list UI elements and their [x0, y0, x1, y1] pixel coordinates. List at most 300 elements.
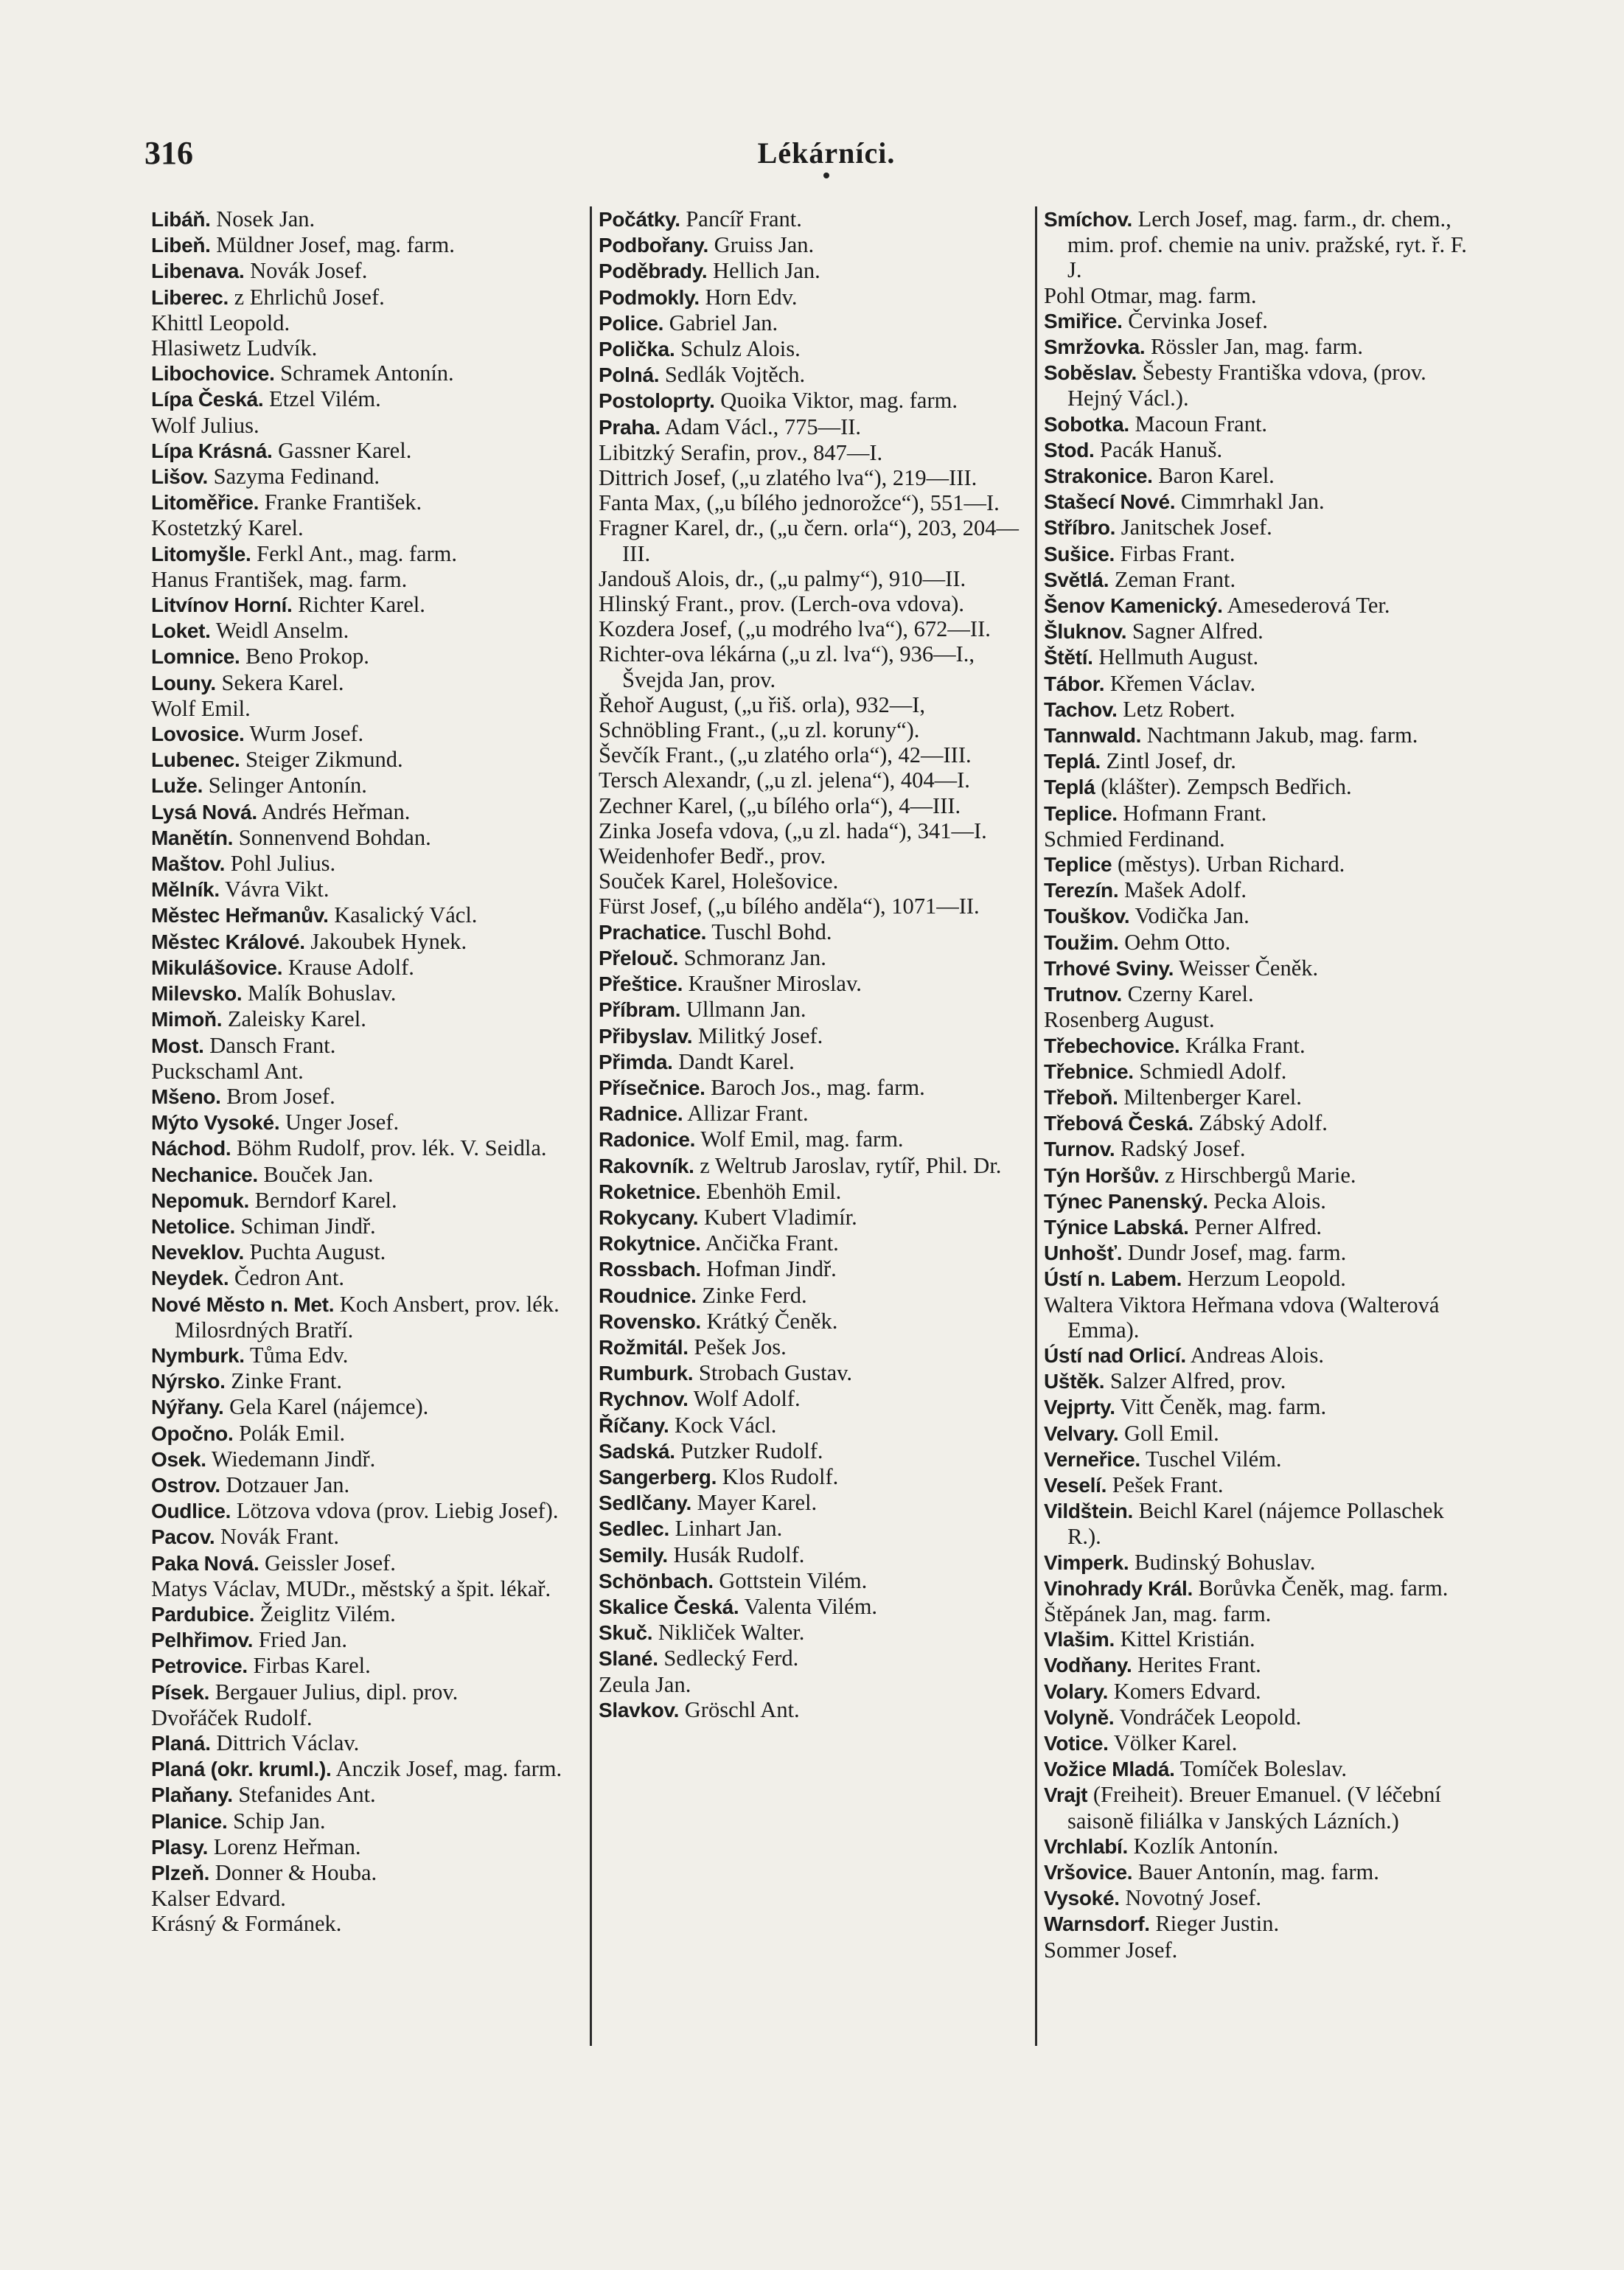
directory-entry [1044, 489, 1479, 515]
directory-entry [151, 825, 586, 851]
place-name: Louny. [151, 671, 216, 694]
directory-entry [1044, 619, 1479, 644]
directory-entry [599, 997, 1034, 1023]
pharmacist-name: Zeula Jan. [599, 1671, 691, 1697]
pharmacist-name: Unger Josef. [285, 1110, 400, 1135]
directory-entry [151, 1084, 586, 1110]
place-name: Třeboň. [1044, 1085, 1118, 1109]
pharmacist-name: Tuschl Bohd. [711, 919, 832, 944]
directory-entry [1044, 463, 1479, 489]
page-title: Lékárníci. [757, 136, 896, 170]
pharmacist-name: Hellmuth August. [1098, 644, 1259, 670]
directory-entry [1044, 1059, 1479, 1084]
pharmacist-name: Hlasiwetz Ludvík. [151, 335, 318, 361]
directory-entry [151, 1188, 586, 1214]
place-name: Stod. [1044, 438, 1095, 462]
pharmacist-name: Gröschl Ant. [684, 1696, 800, 1722]
directory-entry [1044, 1576, 1479, 1626]
pharmacist-name: Komers Edvard. [1113, 1678, 1261, 1704]
directory-entry [1044, 801, 1479, 852]
place-name: Uštěk. [1044, 1370, 1105, 1393]
directory-entry [151, 799, 586, 825]
place-name: Smržovka. [1044, 335, 1146, 359]
pharmacist-name: Tersch Alexandr, („u zl. jelena“), 404—I. [599, 767, 970, 793]
pharmacist-name: Etzel Vilém. [268, 386, 381, 412]
pharmacist-name: Žeiglitz Vilém. [259, 1601, 396, 1626]
place-name: Warnsdorf. [1044, 1912, 1150, 1936]
pharmacist-name: Štěpánek Jan, mag. farm. [1044, 1601, 1272, 1626]
directory-entry [599, 258, 1034, 284]
pharmacist-name: Weisser Čeněk. [1179, 955, 1319, 981]
header-ornament [823, 173, 829, 178]
pharmacist-name: Kubert Vladimír. [703, 1204, 857, 1230]
directory-entry [599, 232, 1034, 258]
place-name: Terezín. [1044, 879, 1119, 902]
pharmacist-name: Krause Adolf. [287, 954, 414, 980]
directory-entry [1044, 644, 1479, 670]
pharmacist-name: Pešek Jos. [694, 1334, 787, 1359]
pharmacist-name: Sedlecký Ferd. [663, 1646, 799, 1671]
place-name: Lovosice. [151, 723, 245, 746]
pharmacist-name: Sekera Karel. [221, 669, 344, 695]
place-name: Pelhřimov. [151, 1629, 254, 1652]
place-name: Planice. [151, 1809, 228, 1833]
pharmacist-name: Steiger Zikmund. [245, 747, 403, 773]
directory-entry [1044, 1240, 1479, 1266]
place-name: Městec Králové. [151, 930, 305, 953]
pharmacist-name: (Freiheit). Breuer Emanuel. (V léčební saisonĕ filiálka v Janských Lázních.) [1067, 1782, 1441, 1834]
place-name: Plaňany. [151, 1783, 233, 1807]
place-name: Rožmitál. [599, 1335, 689, 1359]
directory-entry [599, 1360, 1034, 1386]
place-name: Roketnice. [599, 1180, 701, 1203]
place-name: Písek. [151, 1680, 210, 1704]
place-name: Litvínov Horní. [151, 593, 293, 617]
directory-entry [599, 206, 1034, 232]
directory-entry [599, 1542, 1034, 1568]
place-name: Nymburk. [151, 1343, 245, 1367]
pharmacist-name: Allizar Frant. [687, 1101, 809, 1127]
directory-entry [599, 310, 1034, 336]
directory-entry [151, 1498, 586, 1524]
place-name: Planá. [151, 1731, 211, 1755]
pharmacist-name: Rieger Justin. [1155, 1911, 1280, 1937]
pharmacist-name: Sommer Josef. [1044, 1937, 1178, 1963]
directory-entry [599, 1256, 1034, 1282]
place-name: Praha. [599, 415, 661, 439]
pharmacist-name: Nachtmann Jakub, mag. farm. [1146, 723, 1418, 748]
directory-entry [1044, 1756, 1479, 1782]
place-name: Nepomuk. [151, 1188, 249, 1212]
place-name: Neveklov. [151, 1241, 244, 1264]
place-name: Přibyslav. [599, 1024, 693, 1048]
place-name: Lomnice. [151, 645, 240, 669]
pharmacist-name: Ebenhöh Emil. [706, 1178, 842, 1204]
pharmacist-name: Amesederová Ter. [1227, 593, 1390, 619]
pharmacist-name: (klášter). Zempsch Bedřich. [1101, 774, 1352, 800]
pharmacist-name: Goll Emil. [1124, 1420, 1219, 1446]
directory-entry [151, 361, 586, 386]
directory-entry [599, 1620, 1034, 1646]
place-name: Šenov Kamenický. [1044, 594, 1223, 618]
place-name: Trutnov. [1044, 983, 1122, 1006]
place-name: Vejprty. [1044, 1396, 1115, 1419]
pharmacist-name: Baroch Jos., mag. farm. [711, 1074, 925, 1100]
place-name: Poděbrady. [599, 260, 708, 283]
pharmacist-name: Bouček Jan. [263, 1161, 374, 1187]
directory-entry [599, 1075, 1034, 1101]
place-name: Tannwald. [1044, 724, 1142, 748]
directory-entry [151, 721, 586, 747]
pharmacist-name: Linhart Jan. [675, 1516, 783, 1542]
place-name: Maštov. [151, 852, 226, 876]
pharmacist-name: Gottstein Vilém. [719, 1567, 868, 1593]
pharmacist-name: Perner Alfred. [1194, 1214, 1322, 1239]
place-name: Šluknov. [1044, 620, 1127, 644]
directory-entry [151, 1782, 586, 1808]
directory-entry [1044, 1859, 1479, 1885]
pharmacist-name: Selinger Antonín. [208, 773, 367, 798]
directory-entry [599, 1386, 1034, 1412]
pharmacist-name: Pohl Otmar, mag. farm. [1044, 282, 1257, 308]
place-name: Votice. [1044, 1731, 1109, 1755]
directory-entry [599, 414, 1034, 919]
place-name: Příbram. [599, 998, 681, 1022]
directory-entry [151, 1368, 586, 1394]
place-name: Ústí n. Labem. [1044, 1267, 1182, 1291]
place-name: Smiřice. [1044, 309, 1123, 333]
pharmacist-name: Puchta August. [249, 1239, 386, 1265]
pharmacist-name: Firbas Frant. [1120, 540, 1236, 566]
directory-entry [151, 1601, 586, 1627]
pharmacist-name: Budinský Bohuslav. [1135, 1549, 1316, 1575]
place-name: Pardubice. [151, 1602, 255, 1626]
place-name: Sušice. [1044, 542, 1115, 565]
place-name: Smíchov. [1044, 208, 1133, 231]
place-name: Rossbach. [599, 1258, 701, 1281]
pharmacist-name: Beno Prokop. [245, 644, 369, 669]
column-divider [1035, 206, 1037, 2046]
directory-entry [151, 592, 586, 618]
place-name: Most. [151, 1034, 204, 1057]
directory-entry [151, 1730, 586, 1756]
directory-entry [1044, 1472, 1479, 1498]
directory-entry [151, 929, 586, 955]
place-name: Turnov. [1044, 1138, 1115, 1161]
pharmacist-name: Vitt Čeněk, mag. farm. [1120, 1394, 1327, 1420]
pharmacist-name: z Weltrub Jaroslav, rytíř, Phil. Dr. [700, 1152, 1002, 1178]
directory-entry [1044, 1911, 1479, 1962]
place-name: Skuč. [599, 1621, 653, 1645]
pharmacist-name: Jakoubek Hynek. [310, 928, 467, 954]
pharmacist-name: Bergauer Julius, dipl. prov. [215, 1679, 459, 1705]
pharmacist-name: Krátký Čeněk. [706, 1308, 838, 1334]
directory-entry [599, 1438, 1034, 1464]
directory-entry [151, 670, 586, 721]
directory-entry [599, 1283, 1034, 1309]
directory-entry [151, 258, 586, 284]
pharmacist-name: Andreas Alois. [1190, 1342, 1325, 1368]
pharmacist-name: Sazyma Fedinand. [213, 464, 380, 490]
pharmacist-name: Bauer Antonín, mag. farm. [1137, 1859, 1379, 1884]
directory-entry [599, 1179, 1034, 1205]
pharmacist-name: Müldner Josef, mag. farm. [216, 232, 455, 258]
pharmacist-name: Herzum Leopold. [1187, 1266, 1346, 1292]
directory-entry [151, 1135, 586, 1161]
pharmacist-name: Dvořáček Rudolf. [151, 1705, 313, 1730]
pharmacist-name: Malík Bohuslav. [247, 981, 397, 1006]
directory-entry [1044, 515, 1479, 540]
place-name: Litoměřice. [151, 491, 259, 515]
pharmacist-name: Dittrich Václav. [216, 1730, 360, 1755]
pharmacist-name: Schulz Alois. [680, 336, 801, 362]
directory-entry [599, 388, 1034, 414]
pharmacist-name: Anczik Josef, mag. farm. [335, 1756, 562, 1782]
place-name: Rumburk. [599, 1362, 694, 1385]
pharmacist-name: Janitschek Josef. [1121, 515, 1272, 540]
pharmacist-name: Dansch Frant. [209, 1032, 336, 1058]
pharmacist-name: Kittel Kristián. [1120, 1626, 1255, 1652]
directory-entry [151, 1110, 586, 1135]
directory-entry [151, 1834, 586, 1860]
place-name: Postoloprty. [599, 389, 715, 413]
pharmacist-name: Donner & Houba. [215, 1860, 377, 1885]
pharmacist-name: Pancíř Frant. [686, 206, 802, 231]
pharmacist-name: Krásný & Formánek. [151, 1911, 342, 1937]
place-name: Skalice Česká. [599, 1595, 739, 1618]
place-name: Mšeno. [151, 1084, 221, 1108]
place-name: Libenava. [151, 260, 245, 283]
directory-entry [151, 981, 586, 1006]
pharmacist-name: Hofmann Frant. [1123, 800, 1267, 826]
pharmacist-name: Schramek Antonín. [280, 361, 454, 386]
directory-entry [1044, 360, 1479, 411]
pharmacist-name: Mašek Adolf. [1123, 877, 1247, 903]
pharmacist-name: Kostetzký Karel. [151, 515, 304, 541]
place-name: Libochovice. [151, 362, 275, 386]
pharmacist-name: Wolf Emil. [151, 695, 251, 721]
directory-entry [151, 1006, 586, 1032]
directory-entry [1044, 877, 1479, 903]
directory-entry [599, 1153, 1034, 1179]
place-name: Prachatice. [599, 920, 707, 944]
place-name: Teplá. [1044, 750, 1101, 773]
pharmacist-name: Baron Karel. [1158, 463, 1275, 489]
directory-entry [599, 1464, 1034, 1490]
place-name: Rokycany. [599, 1205, 699, 1229]
pharmacist-name: Borůvka Čeněk, mag. farm. [1198, 1575, 1449, 1601]
directory-entry [1044, 1834, 1479, 1859]
place-name: Počátky. [599, 208, 680, 231]
place-name: Trhové Sviny. [1044, 956, 1174, 980]
place-name: Radnice. [599, 1102, 683, 1126]
directory-entry [599, 285, 1034, 310]
place-name: Slavkov. [599, 1698, 680, 1721]
directory-entry [599, 1101, 1034, 1127]
place-name: Náchod. [151, 1137, 231, 1160]
pharmacist-name: Fanta Max, („u bílého jednorožce“), 551—I. [599, 490, 1000, 516]
directory-entry [151, 1033, 586, 1084]
pharmacist-name: Schiman Jindř. [240, 1213, 376, 1239]
place-name: Osek. [151, 1447, 206, 1471]
pharmacist-name: Tomíček Boleslav. [1179, 1756, 1347, 1782]
place-name: Luže. [151, 774, 203, 798]
place-name: Netolice. [151, 1214, 236, 1238]
place-name: Přelouč. [599, 946, 679, 969]
pharmacist-name: Wolf Emil, mag. farm. [700, 1127, 904, 1152]
pharmacist-name: Řehoř August, („u řiš. orla), 932—I, [599, 692, 926, 717]
place-name: Sobotka. [1044, 412, 1129, 436]
pharmacist-name: Hlinský Frant., prov. (Lerch-ova vdova). [599, 591, 965, 617]
pharmacist-name: Dotzauer Jan. [226, 1472, 350, 1497]
place-name: Nýřany. [151, 1396, 224, 1419]
pharmacist-name: Sedlák Vojtěch. [664, 362, 806, 388]
directory-entry [1044, 1705, 1479, 1730]
place-name: Petrovice. [151, 1654, 248, 1678]
place-name: Semily. [599, 1543, 668, 1567]
pharmacist-name: Kock Václ. [675, 1412, 777, 1438]
place-name: Třebová Česká. [1044, 1112, 1193, 1135]
pharmacist-name: Wiedemann Jindř. [211, 1446, 376, 1472]
place-name: Radonice. [599, 1128, 696, 1152]
pharmacist-name: Putzker Rudolf. [680, 1438, 823, 1463]
place-name: Sadská. [599, 1439, 675, 1463]
directory-entry [1044, 593, 1479, 619]
pharmacist-name: Pecka Alois. [1213, 1188, 1326, 1214]
place-name: Vlašim. [1044, 1628, 1115, 1651]
place-name: Mimoň. [151, 1008, 223, 1031]
place-name: Teplice [1044, 853, 1112, 877]
place-name: Ostrov. [151, 1473, 220, 1497]
place-name: Mělník. [151, 878, 220, 902]
directory-entry [1044, 1421, 1479, 1446]
place-name: Městec Heřmanův. [151, 904, 329, 927]
pharmacist-name: Čedron Ant. [234, 1265, 345, 1291]
place-name: Rovensko. [599, 1309, 701, 1333]
directory-entry [599, 1127, 1034, 1152]
directory-entry [151, 490, 586, 540]
place-name: Tachov. [1044, 697, 1118, 721]
directory-entry [151, 1239, 586, 1265]
place-name: Stříbro. [1044, 516, 1116, 540]
pharmacist-name: Ullmann Jan. [686, 997, 806, 1023]
directory-entry [151, 1472, 586, 1498]
pharmacist-name: Cimmrhakl Jan. [1180, 489, 1325, 515]
directory-entry [1044, 1110, 1479, 1136]
directory-entry [1044, 1498, 1479, 1549]
place-name: Štětí. [1044, 646, 1093, 669]
pharmacist-name: Gabriel Jan. [669, 310, 778, 335]
place-name: Přimda. [599, 1050, 673, 1073]
directory-entry [151, 747, 586, 773]
pharmacist-name: Sagner Alfred. [1132, 619, 1264, 644]
directory-entry [599, 1516, 1034, 1542]
place-name: Týn Horšův. [1044, 1163, 1160, 1187]
place-name: Pacov. [151, 1525, 215, 1549]
directory-entry [1044, 1033, 1479, 1059]
pharmacist-name: Weidenhofer Bedř., prov. [599, 843, 826, 869]
place-name: Liberec. [151, 285, 229, 309]
place-name: Sedlec. [599, 1517, 669, 1541]
pharmacist-name: Sonnenvend Bohdan. [238, 824, 431, 850]
place-name: Týnec Panenský. [1044, 1189, 1208, 1213]
place-name: Opočno. [151, 1421, 234, 1445]
place-name: Týnice Labská. [1044, 1215, 1189, 1239]
place-name: Milevsko. [151, 982, 243, 1006]
place-name: Vrchlabí. [1044, 1834, 1129, 1858]
pharmacist-name: Dundr Josef, mag. farm. [1127, 1240, 1347, 1266]
place-name: Podbořany. [599, 234, 708, 257]
pharmacist-name: Tůma Edv. [249, 1342, 349, 1368]
place-name: Tábor. [1044, 672, 1105, 695]
pharmacist-name: Husák Rudolf. [673, 1542, 805, 1567]
place-name: Strakonice. [1044, 464, 1153, 488]
directory-entry [151, 1446, 586, 1472]
pharmacist-name: Radský Josef. [1121, 1136, 1246, 1162]
place-name: Oudlice. [151, 1500, 231, 1523]
pharmacist-name: Schmoranz Jan. [683, 944, 826, 970]
pharmacist-name: Vondráček Leopold. [1119, 1704, 1302, 1730]
pharmacist-name: Oehm Otto. [1124, 929, 1231, 955]
pharmacist-name: Jandouš Alois, dr., („u palmy“), 910—II. [599, 565, 966, 591]
place-name: Plzeň. [151, 1862, 210, 1884]
pharmacist-name: Miltenberger Karel. [1123, 1084, 1302, 1110]
directory-entry [151, 644, 586, 669]
directory-entry [599, 1646, 1034, 1696]
pharmacist-name: Kalser Edvard. [151, 1886, 286, 1912]
place-name: Nové Město n. Met. [151, 1292, 335, 1316]
directory-entry [1044, 308, 1479, 334]
pharmacist-name: Czerny Karel. [1127, 981, 1254, 1007]
pharmacist-name: Koch Ansbert, prov. lék. Milosrdných Bratří. [175, 1291, 560, 1343]
directory-entry [599, 1309, 1034, 1334]
pharmacist-name: Schmiedl Adolf. [1139, 1058, 1287, 1084]
directory-entry [599, 945, 1034, 971]
pharmacist-name: Libitzký Serafin, prov., 847—I. [599, 439, 883, 465]
place-name: Roudnice. [599, 1284, 697, 1307]
directory-entry [1044, 334, 1479, 360]
pharmacist-name: Kozlík Antonín. [1133, 1833, 1279, 1859]
directory-entry [599, 1490, 1034, 1516]
place-name: Veselí. [1044, 1473, 1107, 1497]
pharmacist-name: Puckschaml Ant. [151, 1058, 304, 1084]
pharmacist-name: Wolf Julius. [151, 412, 259, 438]
place-name: Vysoké. [1044, 1887, 1120, 1910]
place-name: Přeštice. [599, 972, 683, 996]
directory-entry [1044, 1136, 1479, 1162]
directory-entry [1044, 1163, 1479, 1188]
directory-entry [599, 336, 1034, 362]
place-name: Rakovník. [599, 1154, 694, 1177]
place-name: Ústí nad Orlicí. [1044, 1343, 1186, 1367]
pharmacist-name: Berndorf Karel. [254, 1187, 397, 1213]
directory-entry [151, 955, 586, 981]
pharmacist-name: Salzer Alfred, prov. [1109, 1368, 1286, 1394]
directory-entry [599, 1568, 1034, 1594]
directory-entry [599, 362, 1034, 388]
pharmacist-name: Lötzova vdova (prov. Liebig Josef). [236, 1498, 559, 1524]
pharmacist-name: Fragner Karel, dr., („u čern. orla“), 203, 204—III. [599, 515, 1019, 566]
pharmacist-name: Lerch Josef, mag. farm., dr. chem., mim. prof. chemie na univ. pražské, ryt. ř. F. J. [1067, 206, 1467, 283]
pharmacist-name: Matys Václav, MUDr., městský a špit. lékař. [151, 1576, 551, 1601]
directory-entry [151, 851, 586, 877]
pharmacist-name: Zintl Josef, dr. [1106, 748, 1236, 774]
place-name: Sedlčany. [599, 1491, 691, 1515]
place-name: Vildštein. [1044, 1500, 1133, 1523]
pharmacist-name: Fürst Josef, („u bílého anděla“), 1071—II. [599, 894, 980, 919]
directory-entry [1044, 1368, 1479, 1394]
directory-entry [151, 1162, 586, 1188]
